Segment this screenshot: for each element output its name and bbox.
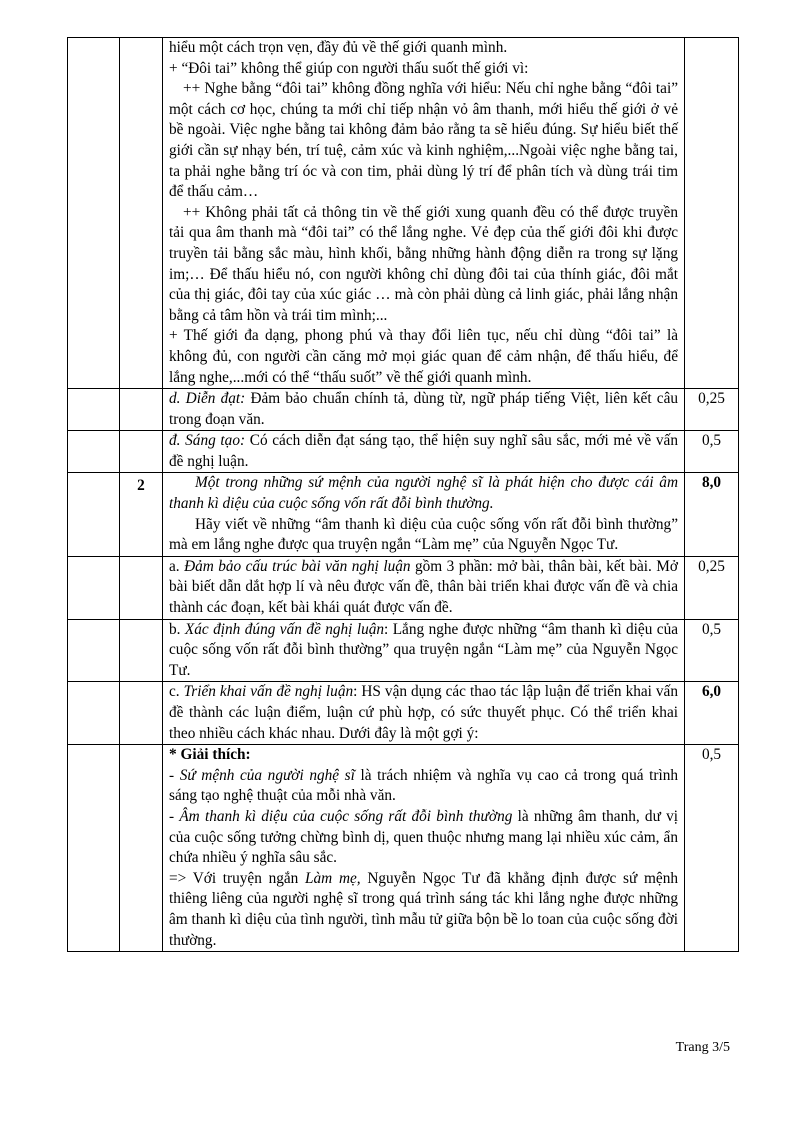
- score-value: 8,0: [685, 473, 739, 556]
- score-value: 0,5: [685, 431, 739, 473]
- paragraph: + “Đôi tai” không thể giúp con người thấu suốt thế giới vì:: [169, 59, 529, 77]
- paragraph: hiểu một cách trọn vẹn, đầy đủ về thế giới quanh mình.: [169, 39, 508, 56]
- table-row: [68, 431, 739, 473]
- explanation-block: [163, 745, 685, 952]
- table-row: [68, 556, 739, 619]
- score-value: 6,0: [685, 682, 739, 745]
- criterion-d: d. Diễn đạt: Đảm bảo chuẩn chính tả, dùng từ, ngữ pháp tiếng Việt, liên kết câu trong đoạn văn.: [163, 389, 685, 431]
- paragraph: + Thế giới đa dạng, phong phú và thay đổi liên tục, nếu chỉ dùng “đôi tai” là không đủ, con người cần căng mở mọi giác quan để cảm nhận, để thấu hiểu, để lắng nghe,...mới có thể “thấu suốt” về thế giới quanh mình.: [169, 327, 678, 386]
- paragraph: ++ Nghe bằng “đôi tai” không đồng nghĩa với hiểu: Nếu chỉ nghe bằng “đôi tai” một cách cơ học, chúng ta mới chỉ tiếp nhận vỏ âm thanh, mới hiểu thế giới ở vẻ bề ngoài. Việc nghe bằng tai không đảm bảo rằng ta sẽ hiểu đúng. Sự hiểu biết thế giới cần sự nhạy bén, trí tuệ, cảm xúc và kinh nghiệm,...Ngoài việc nghe bằng tai, ta phải nghe bằng trí óc và con tim, phải dùng lý trí để phân tích và dùng trái tim để thấu cảm…: [169, 80, 678, 201]
- content-cell: [163, 38, 685, 389]
- criterion-a: a. Đảm bảo cấu trúc bài văn nghị luận gồm 3 phần: mở bài, thân bài, kết bài. Mở bài biết dẫn dắt hợp lí và nêu được vấn đề, thân bài triển khai được vấn đề và chia thành các đoạn, kết bài khái quát được vấn đề.: [163, 556, 685, 619]
- explanation-item: - Âm thanh kì diệu của cuộc sống rất đỗi bình thường là những âm thanh, dư vị của cuộc sống tưởng chừng bình dị, quen thuộc nhưng mang lại nhiều xúc cảm, ẩn chứa nhiều ý nghĩa sâu sắc.: [169, 807, 678, 867]
- table-row: [68, 38, 739, 389]
- grading-table: [67, 37, 739, 952]
- score-value: 0,5: [685, 619, 739, 682]
- page-number: Trang 3/5: [675, 1040, 730, 1055]
- criterion-dd: đ. Sáng tạo: Có cách diễn đạt sáng tạo, thể hiện suy nghĩ sâu sắc, mới mẻ về vấn đề nghị luận.: [163, 431, 685, 473]
- section-heading: * Giải thích:: [169, 746, 251, 764]
- table-row: [68, 745, 739, 952]
- conclusion: => Với truyện ngắn Làm mẹ, Nguyễn Ngọc Tư đã khẳng định được sứ mệnh thiêng liêng của người nghệ sĩ trong quá trình sáng tác khi lắng nghe được những âm thanh kì diệu của tình người, tình mẫu tử giữa bộn bề lo toan của cuộc sống đời thường.: [169, 869, 678, 949]
- score-value: 0,25: [685, 556, 739, 619]
- subquestion-cell: [120, 38, 163, 389]
- table-row: [68, 473, 739, 556]
- table-row: [68, 619, 739, 682]
- explanation-item: - Sứ mệnh của người nghệ sĩ là trách nhiệm và nghĩa vụ cao cả trong quá trình sáng tạo nghệ thuật của mỗi nhà văn.: [169, 766, 678, 805]
- criterion-b: b. Xác định đúng vấn đề nghị luận: Lắng nghe được những “âm thanh kì diệu của cuộc sống vốn rất đỗi bình thường” qua truyện ngắn “Làm mẹ” của Nguyễn Ngọc Tư.: [163, 619, 685, 682]
- question-2-prompt: Một trong những sứ mệnh của người nghệ sĩ là phát hiện cho được cái âm thanh kì diệu của cuộc sống vốn rất đỗi bình thường. Hãy viết về những “âm thanh kì diệu của cuộc sống vốn rất đỗi bình thường” mà em lắng nghe được qua truyện ngắn “Làm mẹ” của Nguyễn Ngọc Tư.: [163, 473, 685, 556]
- score-cell: [685, 38, 739, 389]
- question-number: 2: [120, 473, 163, 556]
- table-row: [68, 682, 739, 745]
- criterion-c: c. Triển khai vấn đề nghị luận: HS vận dụng các thao tác lập luận để triển khai vấn đề thành các luận điểm, luận cứ phù hợp, có sức thuyết phục. Có thể triển khai theo nhiều cách khác nhau. Dưới đây là một gợi ý:: [163, 682, 685, 745]
- paragraph: ++ Không phải tất cả thông tin về thế giới xung quanh đều có thể được truyền tải qua âm thanh mà “đôi tai” có thể lắng nghe. Vẻ đẹp của thế giới đôi khi được truyền tải bằng sắc màu, hình khối, bằng những hành động diễn ra trong sự lặng im;… Để thấu hiểu nó, con người không chỉ dùng đôi tai của thính giác, đôi mắt của thị giác, đôi tay của xúc giác … mà còn phải dùng cả linh giác, phải lắng nhận bằng cả tâm hồn và trái tim mình;...: [169, 203, 678, 324]
- score-value: 0,5: [685, 745, 739, 952]
- question-cell: [68, 38, 120, 389]
- score-value: 0,25: [685, 389, 739, 431]
- table-row: [68, 389, 739, 431]
